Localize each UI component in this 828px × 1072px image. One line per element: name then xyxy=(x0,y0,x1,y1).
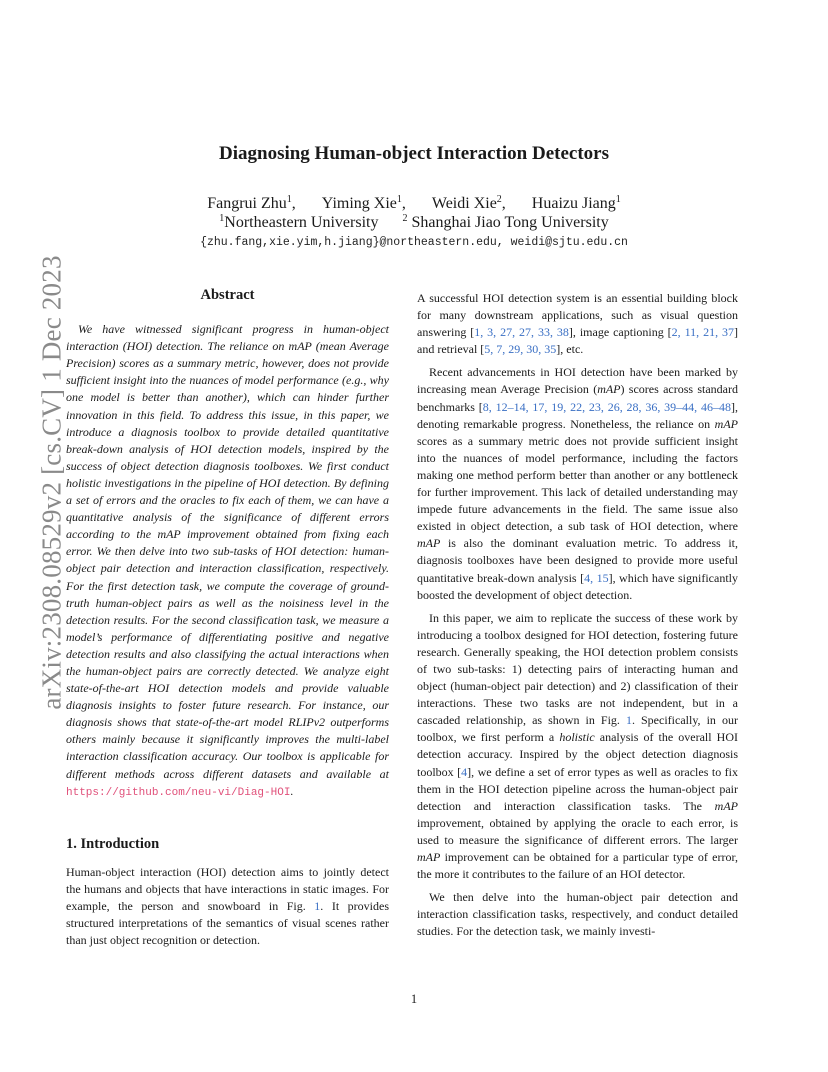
abstract-body: We have witnessed significant progress in human-object interaction (HOI) detection. The reliance on mAP (mean Average Precision) scores as a summary metric, however, does not provide sufficient insight into the nuances of model performance (e.g., why one model is better than another), which can hinder further innovation in this field. To address this issue, in this paper, we introduce a diagnosis toolbox to provide detailed quantitative break-down analysis of HOI detection models, inspired by the success of object detection diagnosis toolboxes. We first conduct holistic investigations in the pipeline of HOI detection. By defining a set of errors and the oracles to fix each of them, we can have a quantitative analysis of the significance of different errors according to the mAP improvement obtained from fixing each error. We then delve into two sub-tasks of HOI detection: human-object pair detection and interaction classification, respectively. For the first detection task, we compute the coverage of ground-truth human-object pairs as well as the noisiness level in the detection results. For the second classification task, we measure a model’s performance of differentiating positive and negative detection results and also classifying the actual interactions when the human-object pairs are correctly detected. We analyze eight state-of-the-art HOI detection models and provide valuable diagnosis insights to foster future research. For instance, our diagnosis shows that state-of-the-art model RLIPv2 outperforms others mainly because it significantly improves the multi-label interaction classification accuracy. Our toolbox is applicable for different methods across different datasets and available at https://github.com/neu-vi/Diag-HOI. xyxy=(66,322,389,799)
body-paragraph: In this paper, we aim to replicate the success of these work by introducing a toolbox designed for HOI detection, fostering future research. Generally speaking, the HOI detection problem consists of two sub-tasks: 1) detecting pairs of interacting human and object (human-object pair detection) and 2) classification of their interactions. These two tasks are not independent, but in a cascaded relationship, as shown in Fig. 1. Specifically, in our toolbox, we first perform a holistic analysis of the overall HOI detection accuracy. Inspired by the object detection diagnosis toolbox [4], we define a set of error types as well as oracles to fix them in the HOI detection pipeline across the human-object pair detection and interaction classification tasks. The mAP improvement, obtained by applying the oracle to each error, is used to measure the significance of different errors. The larger mAP improvement can be obtained for a particular type of error, the more it contributes to the failure of an HOI detector. xyxy=(417,610,739,882)
author: Huaizu Jiang$^1$ xyxy=(531,194,621,212)
citation-link[interactable]: 4 xyxy=(461,764,468,779)
paper-title: Diagnosing Human-object Interaction Detectors xyxy=(219,143,609,164)
citation-link[interactable]: 8, 12–14, 17, 19, 22, 23, 26, 28, 36, 39–44, 46–48 xyxy=(482,399,731,414)
body-paragraph: A successful HOI detection system is an essential building block for many downstream applications, such as visual question answering [1, 3, 27, 27, 33, 38], image captioning [2, 11, 21, 37] and retrieval [5, 7, 29, 30, 35], etc. xyxy=(417,291,739,357)
citation-link[interactable]: 4, 15 xyxy=(584,570,609,585)
section-heading-introduction: 1. Introduction xyxy=(66,835,160,852)
intro-paragraph: Human-object interaction (HOI) detection aims to jointly detect the humans and objects that have interactions in static images. For example, the person and snowboard in Fig. 1. It provides structured interpretations of the semantics of visual scenes rather than just object recognition or detection. xyxy=(66,864,390,948)
citation-link[interactable]: 2, 11, 21, 37 xyxy=(671,325,735,340)
author: Fangrui Zhu$^1$, xyxy=(207,194,296,212)
right-column xyxy=(417,290,738,946)
affiliation: $^1$Northeastern University xyxy=(219,213,379,231)
figure-ref-link[interactable]: 1 xyxy=(625,713,632,728)
affiliation: $^2$ Shanghai Jiao Tong University xyxy=(402,213,609,231)
body-paragraph: We then delve into the human-object pair detection and interaction classification tasks, respectively, and conduct detailed studies. For the detection task, we mainly investi- xyxy=(417,890,738,939)
page-number: 1 xyxy=(410,992,418,1006)
author-emails: {zhu.fang,xie.yim,h.jiang}@northeastern.edu, weidi@sjtu.edu.cn xyxy=(200,236,628,249)
affiliations-line xyxy=(0,214,828,232)
abstract-heading: Abstract xyxy=(200,287,255,303)
authors-line xyxy=(0,195,828,213)
citation-link[interactable]: 1, 3, 27, 27, 33, 38 xyxy=(474,325,569,340)
citation-link[interactable]: 5, 7, 29, 30, 35 xyxy=(484,342,557,357)
body-paragraph: Recent advancements in HOI detection have been marked by increasing mean Average Precision (mAP) scores across standard benchmarks [8, 12–14, 17, 19, 22, 23, 26, 28, 36, 39–44, 46–48], denoting remarkable progress. Nonetheless, the reliance on mAP scores as a summary metric does not provide sufficient insight into the nuances of model performance, including the factors making one method perform better than another or any bottleneck for further improvement. This lack of detailed understanding may impede future advancements in the field. The same issue also existed in object detection, a sub task of HOI detection, where mAP is also the dominant evaluation metric. To address it, diagnosis toolboxes have been designed to provide more useful quantitative break-down analysis [4, 15], which have significantly boosted the development of object detection. xyxy=(417,365,739,602)
github-link[interactable]: https://github.com/neu-vi/Diag-HOI xyxy=(66,786,291,799)
author: Yiming Xie$^1$, xyxy=(321,194,406,212)
figure-ref-link[interactable]: 1 xyxy=(314,899,321,913)
author: Weidi Xie$^2$, xyxy=(431,194,506,212)
arxiv-identifier-text: arXiv:2308.08529v2 [cs.CV] 1 Dec 2023 xyxy=(36,255,67,710)
left-column xyxy=(66,287,389,955)
